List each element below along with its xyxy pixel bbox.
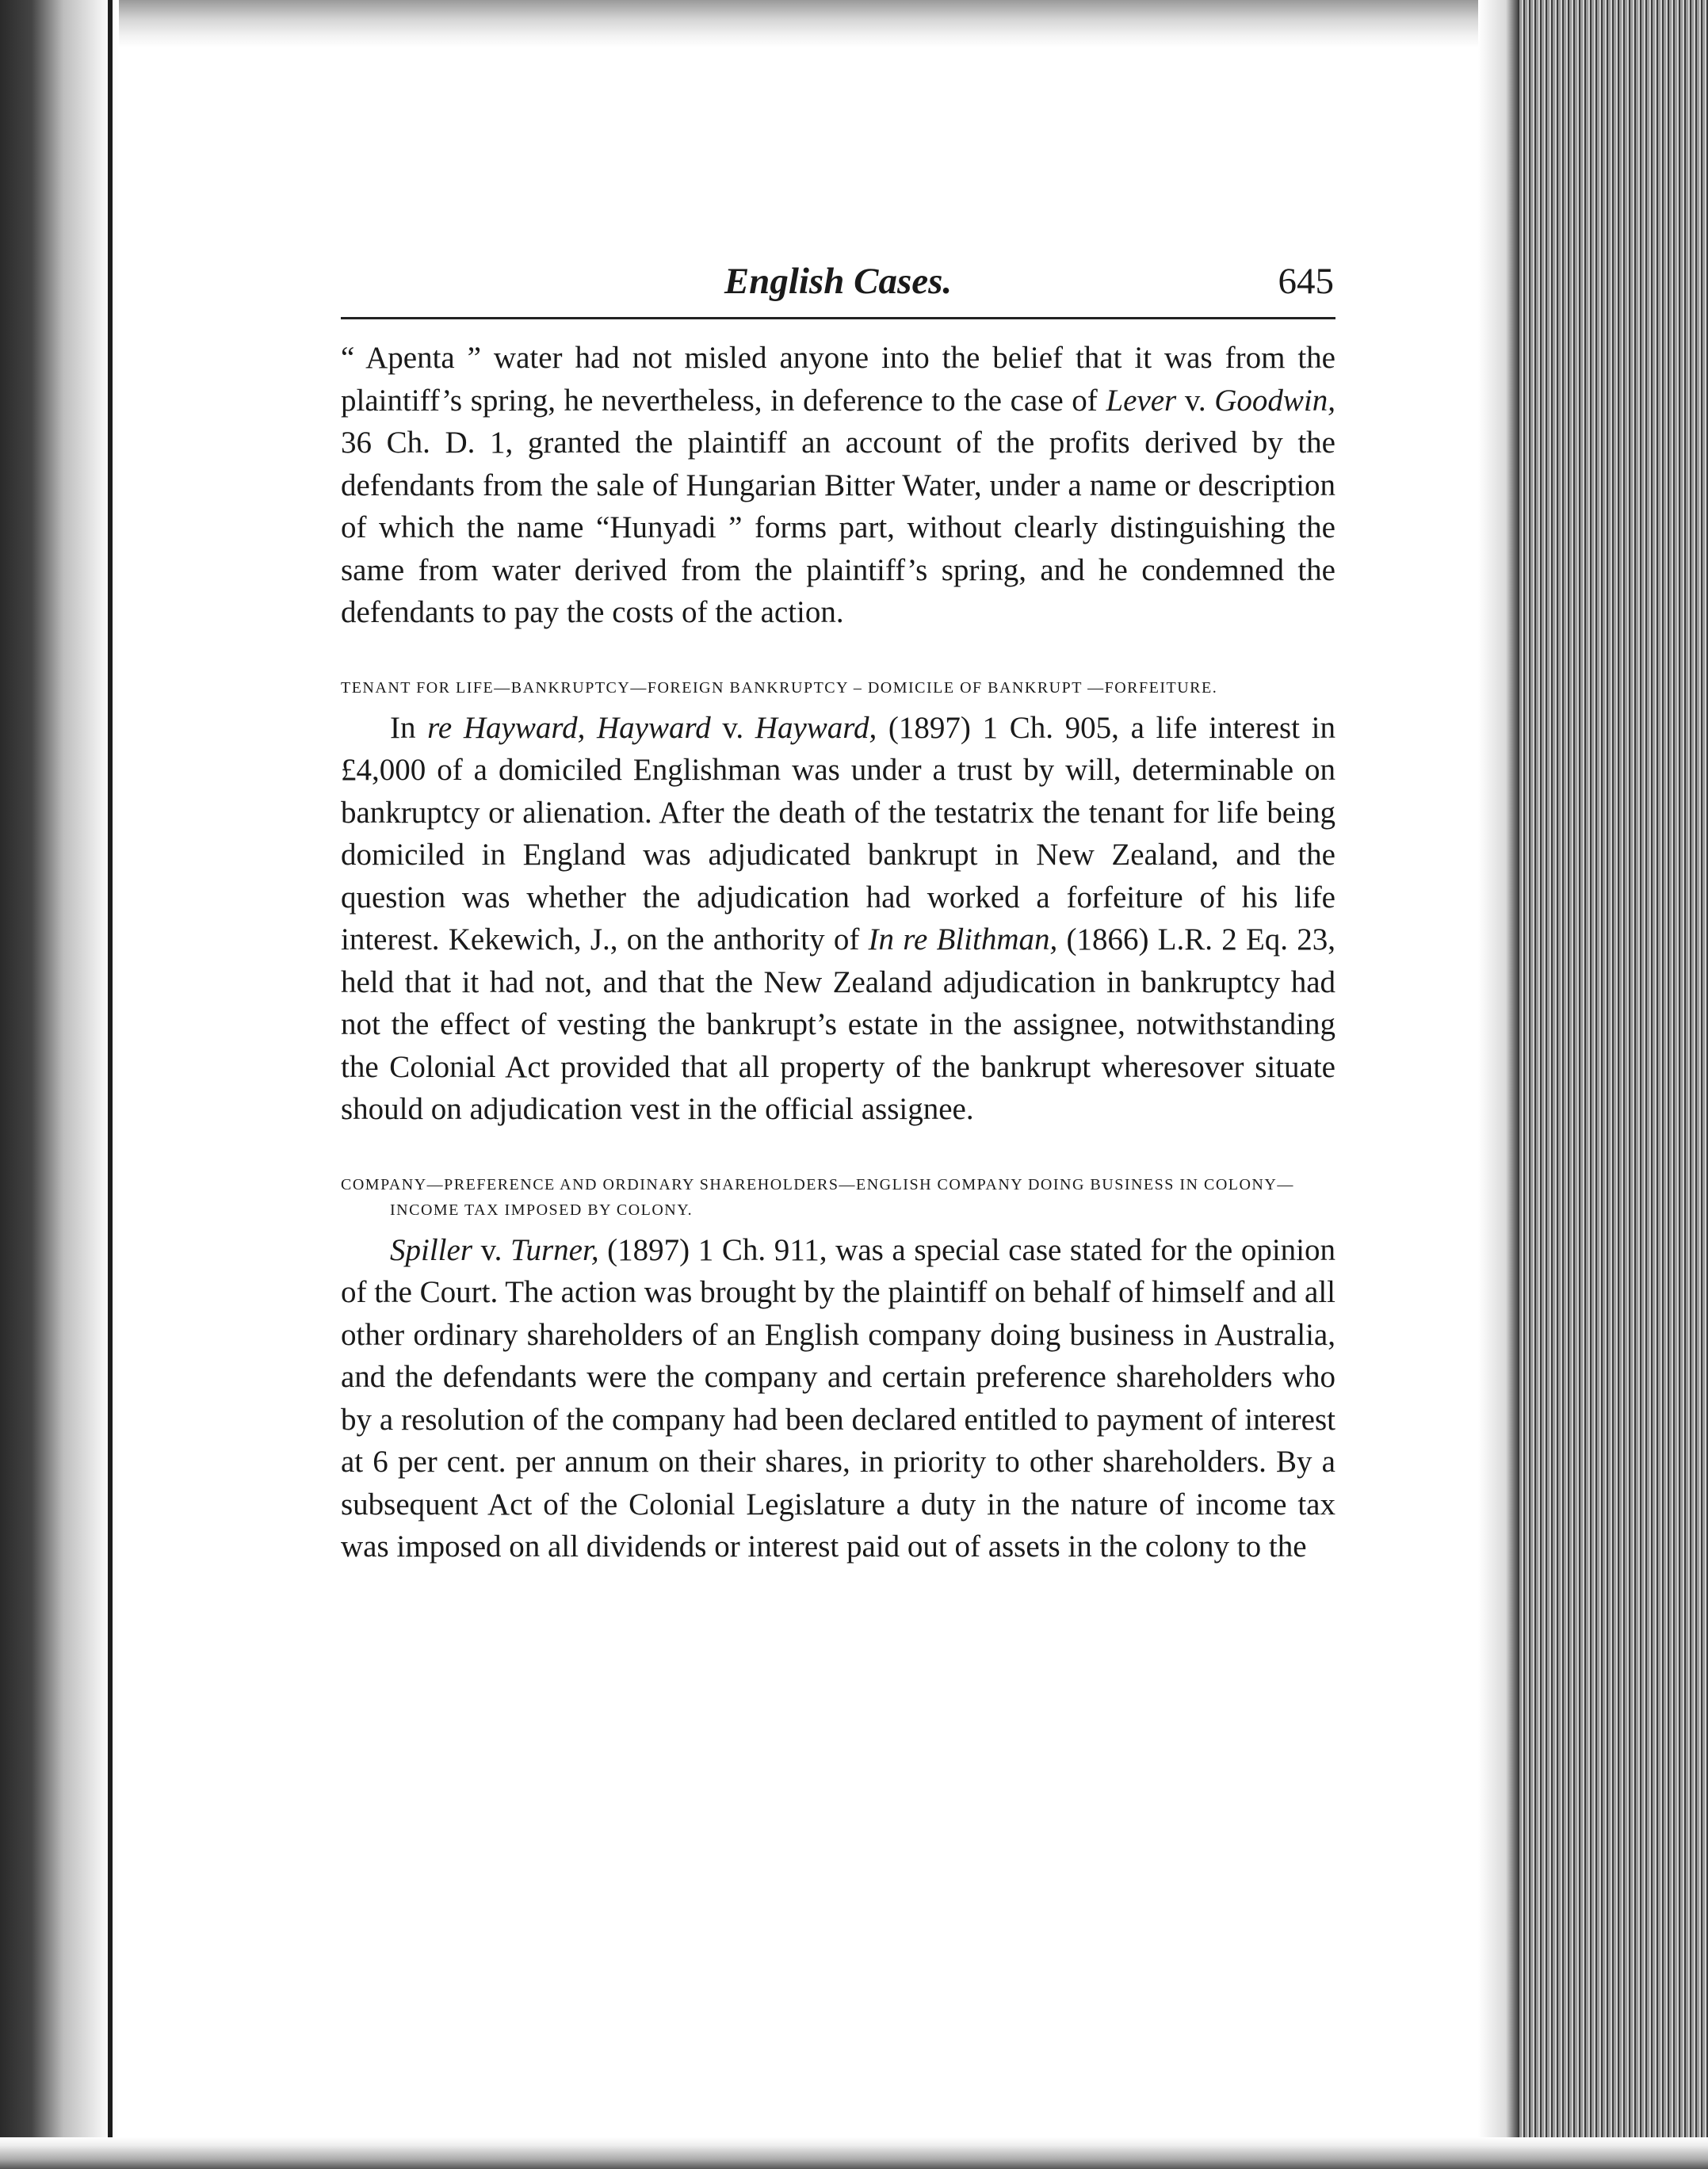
italic-citation: Hayward, bbox=[755, 710, 877, 745]
italic-citation: In re Blithman, bbox=[868, 922, 1058, 957]
scan-edge-right-pages bbox=[1518, 0, 1708, 2169]
italic-citation: Goodwin, bbox=[1214, 383, 1336, 418]
text-run: (1897) 1 Ch. 905, a life interest in £4,000 of a domiciled Englishman was under a trust by will, determinable on bankruptcy or alienation. After the death of the testatrix the tenant for life being domiciled in England was adjudicated bankrupt in New Zealand, and the question was whether the adjudication had worked a forfeiture of his life interest. Kekewich, J., on the anthority of bbox=[341, 710, 1335, 957]
text-run: (1866) L.R. 2 Eq. 23, held that it had not, and that the New Zealand adjudication in bankruptcy had not the effect of vesting the bankrupt’s estate in the assignee, notwithstanding the Colonial Act provided that all property of the bankrupt wheresover situate should on adjudication vest in the official assignee. bbox=[341, 922, 1335, 1126]
text-run: v. bbox=[710, 710, 755, 745]
text-run: “ Apenta ” water had not misled anyone into the belief that it was from the plaintiff’s spring, he nevertheless, in deference to the case of bbox=[341, 341, 1335, 418]
italic-citation: re Hayward, Hayward bbox=[427, 710, 711, 745]
scan-edge-right-shadow bbox=[1478, 0, 1518, 2169]
page-number: 645 bbox=[1278, 261, 1334, 302]
text-run: (1897) 1 Ch. 911, was a special case stated for the opinion of the Court. The action was brought by the plaintiff on behalf of himself and all other ordinary shareholders of an English company doing business in Australia, and the defendants were the company and certain preference shareholders who by a resolution of the company had been declared entitled to payment of interest at 6 per cent. per annum on their shares, in priority to other shareholders. By a subsequent Act of the Colonial Legislature a duty in the nature of income tax was imposed on all dividends or interest paid out of assets in the colony to the bbox=[341, 1232, 1335, 1564]
running-header bbox=[341, 254, 1335, 319]
scan-edge-left bbox=[0, 0, 119, 2169]
text-run: v. bbox=[472, 1232, 510, 1267]
text-run: 36 Ch. D. 1, granted the plaintiff an account of the profits derived by the defendants from the sale of Hungarian Bitter Water, under a name or description of which the name “Hunyadi ” forms part, without clearly distinguishing the same from water derived from the plaintiff’s spring, and he condemned the defendants to pay the costs of the action. bbox=[341, 426, 1335, 629]
section-caption-tenant-for-life: TENANT FOR LIFE—BANKRUPTCY—FOREIGN BANKRUPTCY – DOMICILE OF BANKRUPT —FORFEITURE. bbox=[341, 678, 1218, 697]
text-run: In bbox=[390, 710, 428, 745]
scan-spine-line bbox=[108, 0, 113, 2169]
italic-citation: Turner, bbox=[510, 1232, 599, 1267]
paragraph-hayward bbox=[341, 707, 1335, 1131]
scan-edge-top bbox=[0, 0, 1708, 48]
book-page bbox=[341, 254, 1335, 1568]
italic-citation: Lever bbox=[1106, 383, 1177, 418]
italic-citation: Spiller bbox=[390, 1232, 472, 1267]
text-run: v. bbox=[1176, 383, 1215, 418]
paragraph-spiller bbox=[341, 1229, 1335, 1568]
continued-paragraph bbox=[341, 337, 1335, 634]
running-title: English Cases. bbox=[724, 261, 953, 302]
section-caption-company: COMPANY—PREFERENCE AND ORDINARY SHAREHOLDERS—ENGLISH COMPANY DOING BUSINESS IN COLONY—INCOME TAX IMPOSED BY COLONY. bbox=[341, 1175, 1294, 1219]
scan-edge-bottom bbox=[0, 2137, 1708, 2169]
